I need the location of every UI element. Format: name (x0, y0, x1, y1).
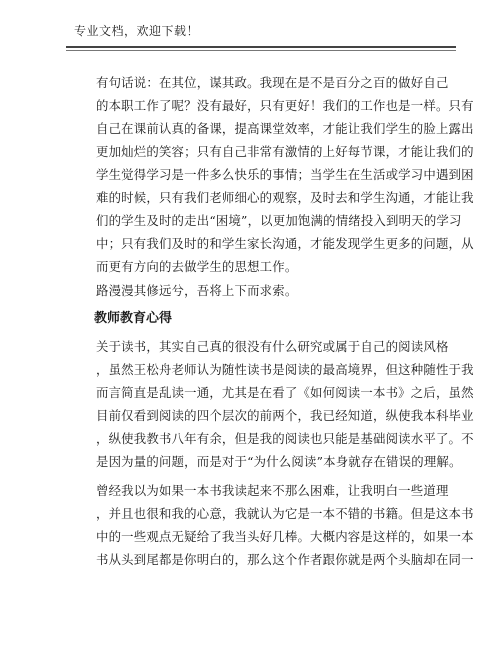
section-heading: 教师教育心得 (94, 311, 173, 326)
text-line: ，虽然王松舟老师认为随性读书是阅读的最高境界，但这种随性于我 (96, 362, 474, 377)
text-line: ，并且也很和我的心意，我就认为它是一本不错的书籍。但是这本书 (96, 506, 474, 521)
text-line: 更加灿烂的笑容；只有自己非常有激情的上好每节课，才能让我们的 (96, 144, 474, 159)
text-line: 目前仅看到阅读的四个层次的前两个，我已经知道，纵使我本科毕业 (96, 408, 474, 423)
text-line: ，纵使我教书八年有余，但是我的阅读也只能是基础阅读水平了。不 (96, 431, 474, 446)
text-line: 中的一些观点无疑给了我当头好几棒。大概内容是这样的，如果一本 (96, 529, 474, 544)
text-line: 的本职工作了呢？没有最好，只有更好！我们的工作也是一样。只有 (96, 98, 474, 113)
page-header: 专业文档，欢迎下载！ (74, 24, 200, 38)
text-line: 是因为量的问题，而是对于“为什么阅读”本身就存在错误的理解。 (96, 454, 462, 469)
paragraph-2 (72, 279, 454, 302)
paragraph-3 (72, 335, 474, 473)
text-line: 路漫漫其修远兮，吾将上下而求索。 (96, 283, 298, 298)
text-line: 而更有方向的去做学生的思想工作。 (96, 259, 298, 274)
document-body (72, 71, 474, 571)
paragraph-1 (72, 71, 474, 278)
text-line: 而言简直是乱读一通，尤其是在看了《如何阅读一本书》之后，虽然 (96, 385, 474, 400)
text-line: 学生觉得学习是一件多么快乐的事情；当学生在生活或学习中遇到困 (96, 167, 474, 182)
text-line: 关于读书，其实自己真的很没有什么研究或属于自己的阅读风格 (96, 339, 449, 354)
text-line: 自己在课前认真的备课，提高课堂效率，才能让我们学生的脸上露出 (96, 121, 474, 136)
text-line: 书从头到尾都是你明白的，那么这个作者跟你就是两个头脑却在同一 (96, 552, 474, 567)
text-line: 曾经我以为如果一本书我读起来不那么困难，让我明白一些道理 (96, 483, 449, 498)
text-line: 有句话说：在其位，谋其政。我现在是不是百分之百的做好自己 (96, 75, 449, 90)
text-line: 们的学生及时的走出“困境”，以更加饱满的情绪投入到明天的学习 (96, 213, 462, 228)
text-line: 中；只有我们及时的和学生家长沟通，才能发现学生更多的问题，从 (96, 236, 474, 251)
text-line: 难的时候，只有我们老师细心的观察，及时去和学生沟通，才能让我 (96, 190, 474, 205)
header-rule (66, 46, 456, 51)
paragraph-4 (72, 479, 474, 571)
